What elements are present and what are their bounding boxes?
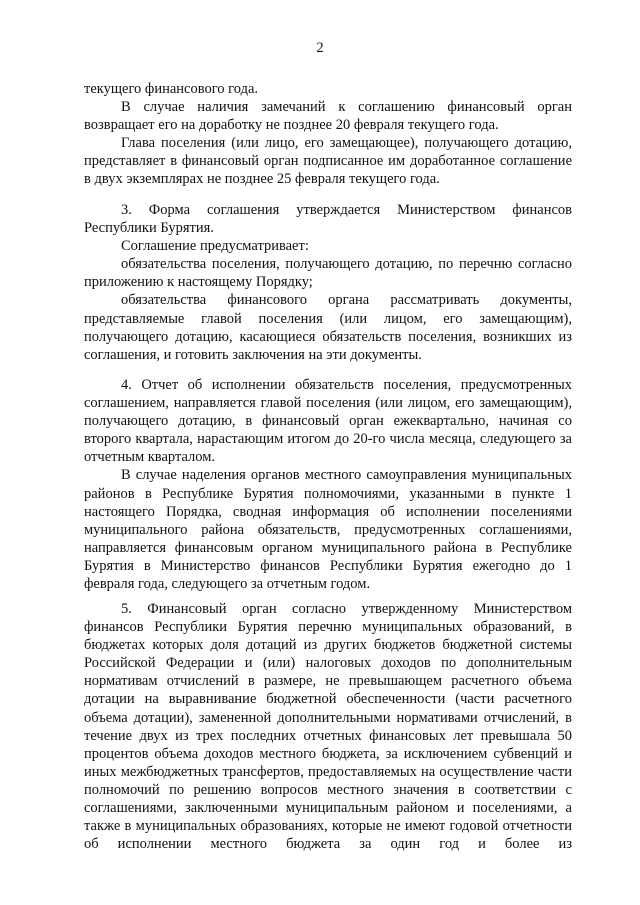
paragraph-agreement-form: 3. Форма соглашения утверждается Министерством финансов Республики Бурятия. (84, 202, 572, 237)
paragraph-remarks: В случае наличия замечаний к соглашению финансовый орган возвращает его на доработку не позднее 20 февраля текущего года. (84, 99, 572, 134)
paragraph-agreement-provides: Соглашение предусматривает: (121, 238, 309, 255)
page-number: 2 (316, 40, 324, 56)
paragraph-finance-list: 5. Финансовый орган согласно утвержденному Министерством финансов Республики Бурятия перечню муниципальных образований, в бюджетах которых доля дотаций из других бюджетов бюджетной системы Российской Федерации и (или) налоговых доходов по дополнительным нормативам отчислений в размере, не превышающем расчетного объема дотации на выравнивание бюджетной обеспеченности (части расчетного объема дотации), замененной дополнительными нормативами отчислений, в течение двух из трех последних отчетных финансовых лет превышала 50 процентов объема доходов местного бюджета, за исключением субвенций и иных межбюджетных трансфертов, предоставляемых на осуществление части полномочий по решению вопросов местного значения в соответствии с соглашениями, заключенными муниципальным районом и поселениями, а также в муниципальных образованиях, которые не имеют годовой отчетности об исполнении местного бюджета за один год и более из (84, 601, 572, 853)
section-5 (84, 600, 572, 853)
section-3 (84, 201, 572, 364)
paragraph-finance-obligations: обязательства финансового органа рассматривать документы, представляемые главой поселения (или лицом, его замещающим), получающего дотацию, касающиеся обязательств поселения, возникших из соглашения, и готовить заключения на эти документы. (84, 292, 572, 363)
paragraph-settlement-obligations: обязательства поселения, получающего дотацию, по перечню согласно приложению к настоящему Порядку; (84, 256, 572, 291)
section-4 (84, 376, 572, 593)
paragraph-summary-info: В случае наделения органов местного самоуправления муниципальных районов в Республике Бурятия полномочиями, указанными в пункте 1 настоящего Порядка, сводная информация об исполнении поселениями муниципального района обязательств, предусмотренных соглашениями, направляется финансовым органом муниципального района в Республике Бурятия в Министерство финансов Республики Бурятия ежегодно до 1 февраля года, следующего за отчетным годом. (84, 467, 572, 593)
paragraph-report: 4. Отчет об исполнении обязательств поселения, предусмотренных соглашением, направляется главой поселения (или лицом, его замещающим), получающего дотацию, в финансовый орган ежеквартально, начиная со второго квартала, нарастающим итогом до 20-го числа месяца, следующего за отчетным кварталом. (84, 377, 572, 466)
section-deadlines (84, 80, 572, 189)
paragraph-signed-agreement: Глава поселения (или лицо, его замещающее), получающего дотацию, представляет в финансовый орган подписанное им доработанное соглашение в двух экземплярах не позднее 25 февраля текущего года. (84, 135, 572, 188)
paragraph-continuation: текущего финансового года. (84, 81, 259, 97)
